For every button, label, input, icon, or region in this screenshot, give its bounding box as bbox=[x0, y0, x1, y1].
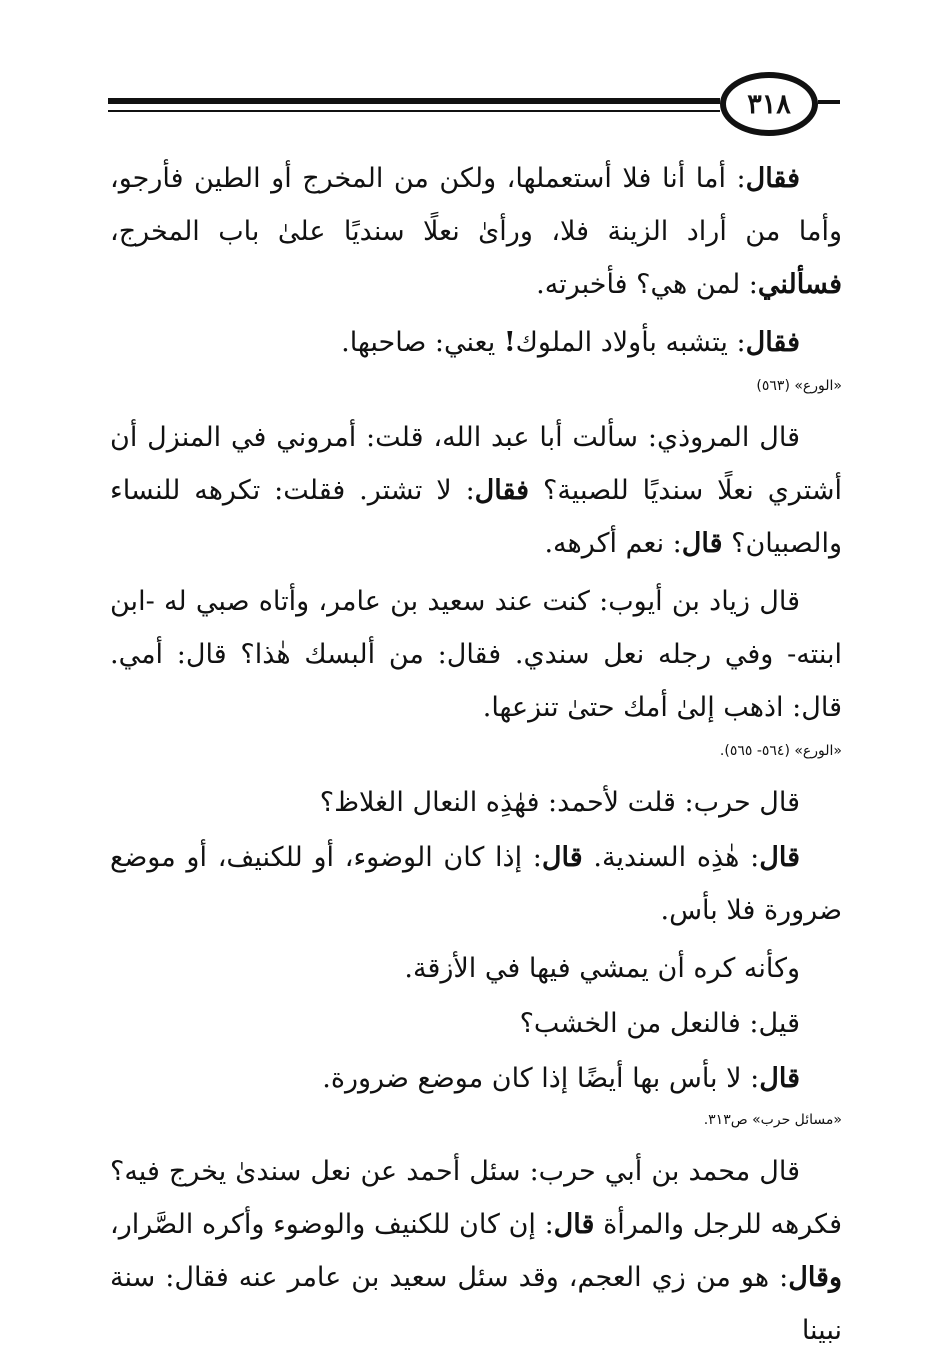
bold-keyword: قال bbox=[759, 842, 800, 873]
paragraph bbox=[110, 575, 842, 734]
bold-keyword: فسألني bbox=[757, 269, 842, 300]
text-run: : إن كان للكنيف والوضوء وأكره الصَّرار، bbox=[110, 1209, 554, 1240]
text-run: : هٰذِه السندية. bbox=[582, 842, 760, 873]
paragraph bbox=[110, 152, 842, 311]
paragraph bbox=[110, 411, 842, 570]
text-run: : نعم أكرهه. bbox=[544, 528, 682, 559]
bold-keyword: فقال bbox=[745, 163, 800, 194]
source-reference: «الورع» (٥٦٤- ٥٦٥). bbox=[719, 743, 842, 759]
page-number-badge bbox=[720, 72, 818, 136]
source-reference: «الورع» (٥٦٣) bbox=[756, 378, 842, 394]
page-body bbox=[110, 152, 842, 1362]
bold-keyword: ! bbox=[503, 327, 516, 358]
source-reference: «مسائل حرب» ص٣١٣. bbox=[703, 1112, 842, 1128]
text-run: قال حرب: قلت لأحمد: فهٰذِه النعال الغلاظ؟ bbox=[319, 787, 800, 818]
page-number: ٣١٨ bbox=[747, 88, 791, 120]
text-run: : لمن هي؟ فأخبرته. bbox=[536, 269, 758, 300]
text-run: : هو من زي العجم، وقد سئل سعيد بن عامر عنه فقال: سنة نبينا bbox=[110, 1262, 842, 1346]
bold-keyword: قال bbox=[541, 842, 583, 873]
text-run: قيل: فالنعل من الخشب؟ bbox=[519, 1008, 800, 1039]
paragraph bbox=[110, 776, 842, 829]
paragraph bbox=[110, 1052, 842, 1105]
text-run: : إذا كان الوضوء، أو للكنيف، أو موضع ضرورة فلا بأس. bbox=[110, 842, 842, 926]
bold-keyword: قال bbox=[681, 528, 723, 559]
text-run: : أما أنا فلا أستعملها، ولكن من المخرج أو الطين فأرجو، وأما من أراد الزينة فلا، ورأىٰ نعلًا سنديًا علىٰ باب المخرج، bbox=[110, 163, 842, 247]
text-run: : يتشبه بأولاد الملوك bbox=[515, 327, 746, 358]
text-run: : لا بأس بها أيضًا إذا كان موضع ضرورة. bbox=[322, 1063, 760, 1094]
text-run: قال محمد بن أبي حرب: سئل أحمد عن نعل سندىٰ يخرج فيه؟ فكرهه للرجل والمرأة bbox=[110, 1156, 842, 1240]
header-rule-thin bbox=[108, 110, 720, 112]
paragraph bbox=[110, 831, 842, 937]
text-run: قال زياد بن أيوب: كنت عند سعيد بن عامر، وأتاه صبي له -ابن ابنته- وفي رجله نعل سندي. فقال: من ألبسك هٰذا؟ قال: أمي. قال: اذهب إلىٰ أمك حتىٰ تنزعها. bbox=[110, 586, 842, 723]
bold-keyword: فقال bbox=[474, 475, 530, 506]
text-run: : لا تشتر. فقلت: تكرهه للنساء والصبيان؟ bbox=[110, 475, 842, 559]
bold-keyword: وقال bbox=[788, 1262, 842, 1293]
bold-keyword: قال bbox=[759, 1063, 800, 1094]
paragraph bbox=[110, 942, 842, 995]
text-run: وكأنه كره أن يمشي فيها في الأزقة. bbox=[404, 953, 800, 984]
text-run: يعني: صاحبها. bbox=[341, 327, 504, 358]
header-rule-thick bbox=[108, 98, 720, 104]
paragraph bbox=[110, 316, 842, 369]
bold-keyword: قال bbox=[553, 1209, 595, 1240]
paragraph bbox=[110, 997, 842, 1050]
header-rule-right bbox=[818, 100, 840, 104]
bold-keyword: فقال bbox=[745, 327, 800, 358]
text-run: قال المروذي: سألت أبا عبد الله، قلت: أمروني في المنزل أن أشتري نعلًا سنديًا للصبية؟ bbox=[110, 422, 842, 506]
paragraph bbox=[110, 1145, 842, 1357]
